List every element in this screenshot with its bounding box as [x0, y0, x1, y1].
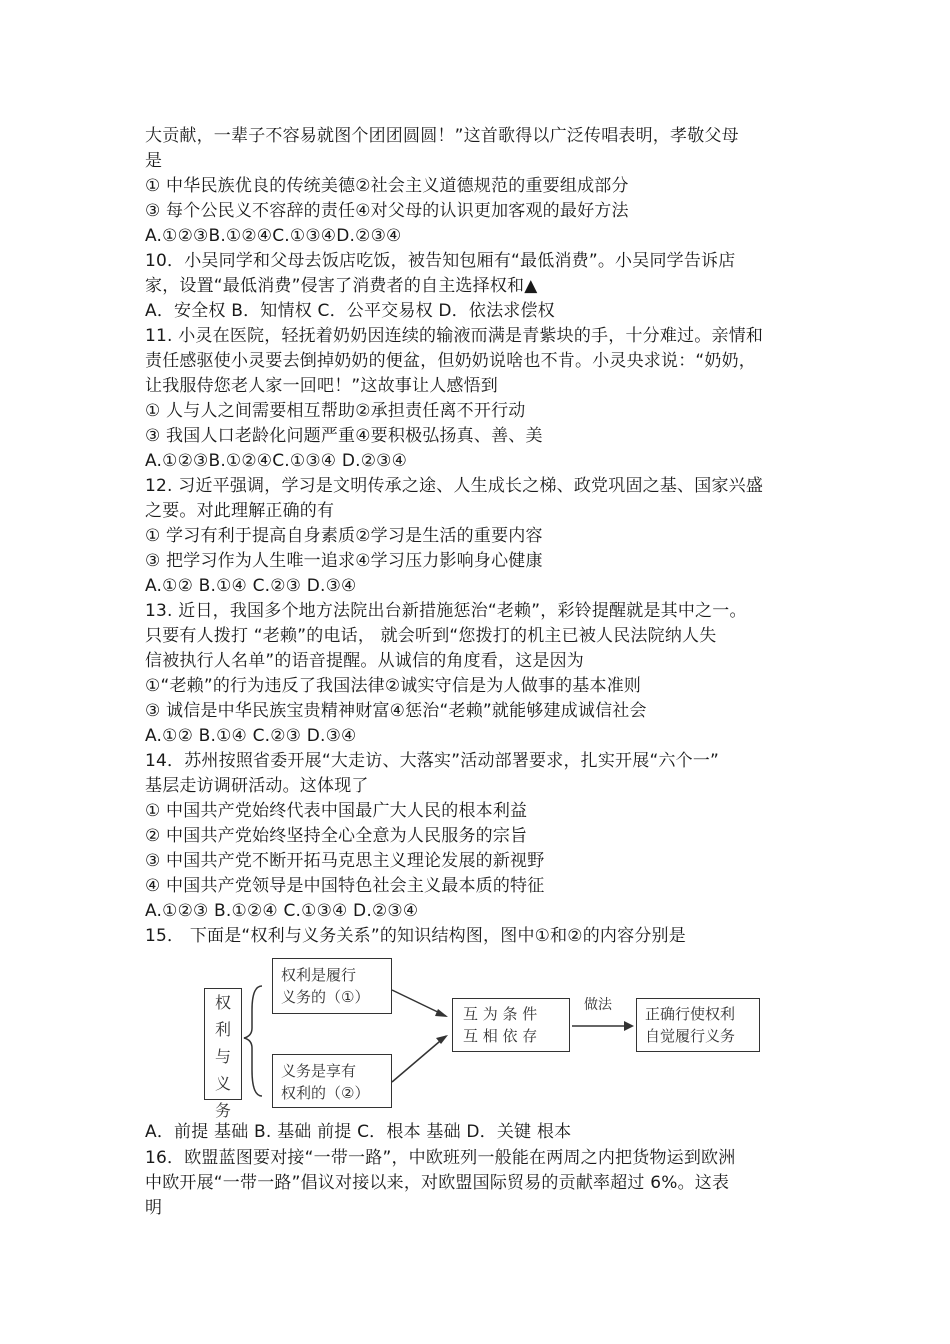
vertical-label-char: 务 [214, 1101, 231, 1120]
text-line: 14．苏州按照省委开展“大走访、大落实”活动部署要求，扎实开展“六个一” [145, 751, 720, 771]
text-line: ② 中国共产党始终坚持全心全意为人民服务的宗旨 [145, 826, 528, 846]
text-line: 大贡献，一辈子不容易就图个团团圆圆！”这首歌得以广泛传唱表明，孝敬父母 [145, 126, 739, 146]
text-line: 基层走访调研活动。这体现了 [145, 776, 369, 796]
text-line: A.①②③B.①②④C.①③④D.②③④ [145, 226, 402, 246]
text-line: 10．小吴同学和父母去饭店吃饭，被告知包厢有“最低消费”。小吴同学告诉店 [145, 251, 736, 271]
text-line: ①“老赖”的行为违反了我国法律②诚实守信是为人做事的基本准则 [145, 676, 642, 696]
top-box-line-1: 权利是履行 [281, 966, 357, 984]
text-line: 只要有人拨打 “老赖”的电话， 就会听到“您拨打的机主已被人民法院纳人失 [145, 626, 717, 646]
middle-box-line-2: 互 相 依 存 [463, 1027, 538, 1045]
text-line: A.①② B.①④ C.②③ D.③④ [145, 726, 357, 746]
text-line: ① 中国共产党始终代表中国最广大人民的根本利益 [145, 801, 528, 821]
text-line: ④ 中国共产党领导是中国特色社会主义最本质的特征 [145, 876, 545, 896]
text-line: ① 学习有利于提高自身素质②学习是生活的重要内容 [145, 526, 543, 546]
text-line: ③ 每个公民义不容辞的责任④对父母的认识更加客观的最好方法 [145, 201, 629, 221]
right-box [636, 998, 760, 1052]
text-line: 16．欧盟蓝图要对接“一带一路”，中欧班列一般能在两周之内把货物运到欧洲 [145, 1148, 736, 1168]
vertical-label-char: 与 [214, 1047, 231, 1066]
text-line: 信被执行人名单”的语音提醒。从诚信的角度看，这是因为 [145, 651, 585, 671]
text-line: A.①② B.①④ C.②③ D.③④ [145, 576, 357, 596]
text-line: 让我服侍您老人家一回吧！”这故事让人感悟到 [145, 376, 499, 396]
text-line: 明 [145, 1198, 163, 1218]
bottom-box [272, 1054, 392, 1108]
rights-and-duties-label [204, 988, 242, 1120]
bottom-box-line-2: 权利的（②） [281, 1084, 370, 1102]
text-line: A．安全权 B．知情权 C．公平交易权 D．依法求偿权 [145, 301, 555, 321]
vertical-label-char: 权 [214, 993, 231, 1012]
rights-duties-diagram [190, 950, 790, 1120]
vertical-label-char: 义 [214, 1074, 231, 1093]
text-line: A.①②③ B.①②④ C.①③④ D.②③④ [145, 901, 419, 921]
text-line: ③ 我国人口老龄化问题严重④要积极弘扬真、善、美 [145, 426, 543, 446]
text-line: 责任感驱使小灵要去倒掉奶奶的便盆，但奶奶说啥也不肯。小灵央求说：“奶奶， [145, 351, 757, 371]
text-line: 15． 下面是“权利与义务关系”的知识结构图，图中①和②的内容分别是 [145, 926, 686, 946]
text-line: 家，设置“最低消费”侵害了消费者的自主选择权和▲ [145, 276, 538, 296]
top-box [272, 958, 392, 1014]
bottom-box-line-1: 义务是享有 [281, 1062, 357, 1080]
arrow-label: 做法 [584, 997, 612, 1013]
text-line: ① 人与人之间需要相互帮助②承担责任离不开行动 [145, 401, 526, 421]
text-line: 11. 小灵在医院，轻抚着奶奶因连续的输液而满是青紫块的手，十分难过。亲情和 [145, 326, 764, 346]
text-line: 中欧开展“一带一路”倡议对接以来，对欧盟国际贸易的贡献率超过 6%。这表 [145, 1173, 730, 1193]
text-line: ③ 中国共产党不断开拓马克思主义理论发展的新视野 [145, 851, 545, 871]
vertical-label-char: 利 [214, 1020, 231, 1039]
middle-box-line-1: 互 为 条 件 [463, 1005, 538, 1023]
text-line: ③ 把学习作为人生唯一追求④学习压力影响身心健康 [145, 551, 543, 571]
text-line: 13. 近日，我国多个地方法院出台新措施惩治“老赖”，彩铃提醒就是其中之一。 [145, 601, 747, 621]
text-line: A.①②③B.①②④C.①③④ D.②③④ [145, 451, 408, 471]
text-line: A．前提 基础 B. 基础 前提 C．根本 基础 D．关键 根本 [145, 1122, 572, 1142]
right-box-line-2: 自觉履行义务 [645, 1027, 736, 1045]
text-line: 之要。对此理解正确的有 [145, 501, 335, 521]
text-line: 12. 习近平强调，学习是文明传承之途、人生成长之梯、政党巩固之基、国家兴盛 [145, 476, 764, 496]
middle-box [452, 998, 570, 1052]
text-line: 是 [145, 151, 163, 171]
right-box-line-1: 正确行使权利 [645, 1005, 736, 1023]
top-box-line-2: 义务的（①） [281, 988, 370, 1006]
text-line: ① 中华民族优良的传统美德②社会主义道德规范的重要组成部分 [145, 176, 629, 196]
text-line: ③ 诚信是中华民族宝贵精神财富④惩治“老赖”就能够建成诚信社会 [145, 701, 647, 721]
